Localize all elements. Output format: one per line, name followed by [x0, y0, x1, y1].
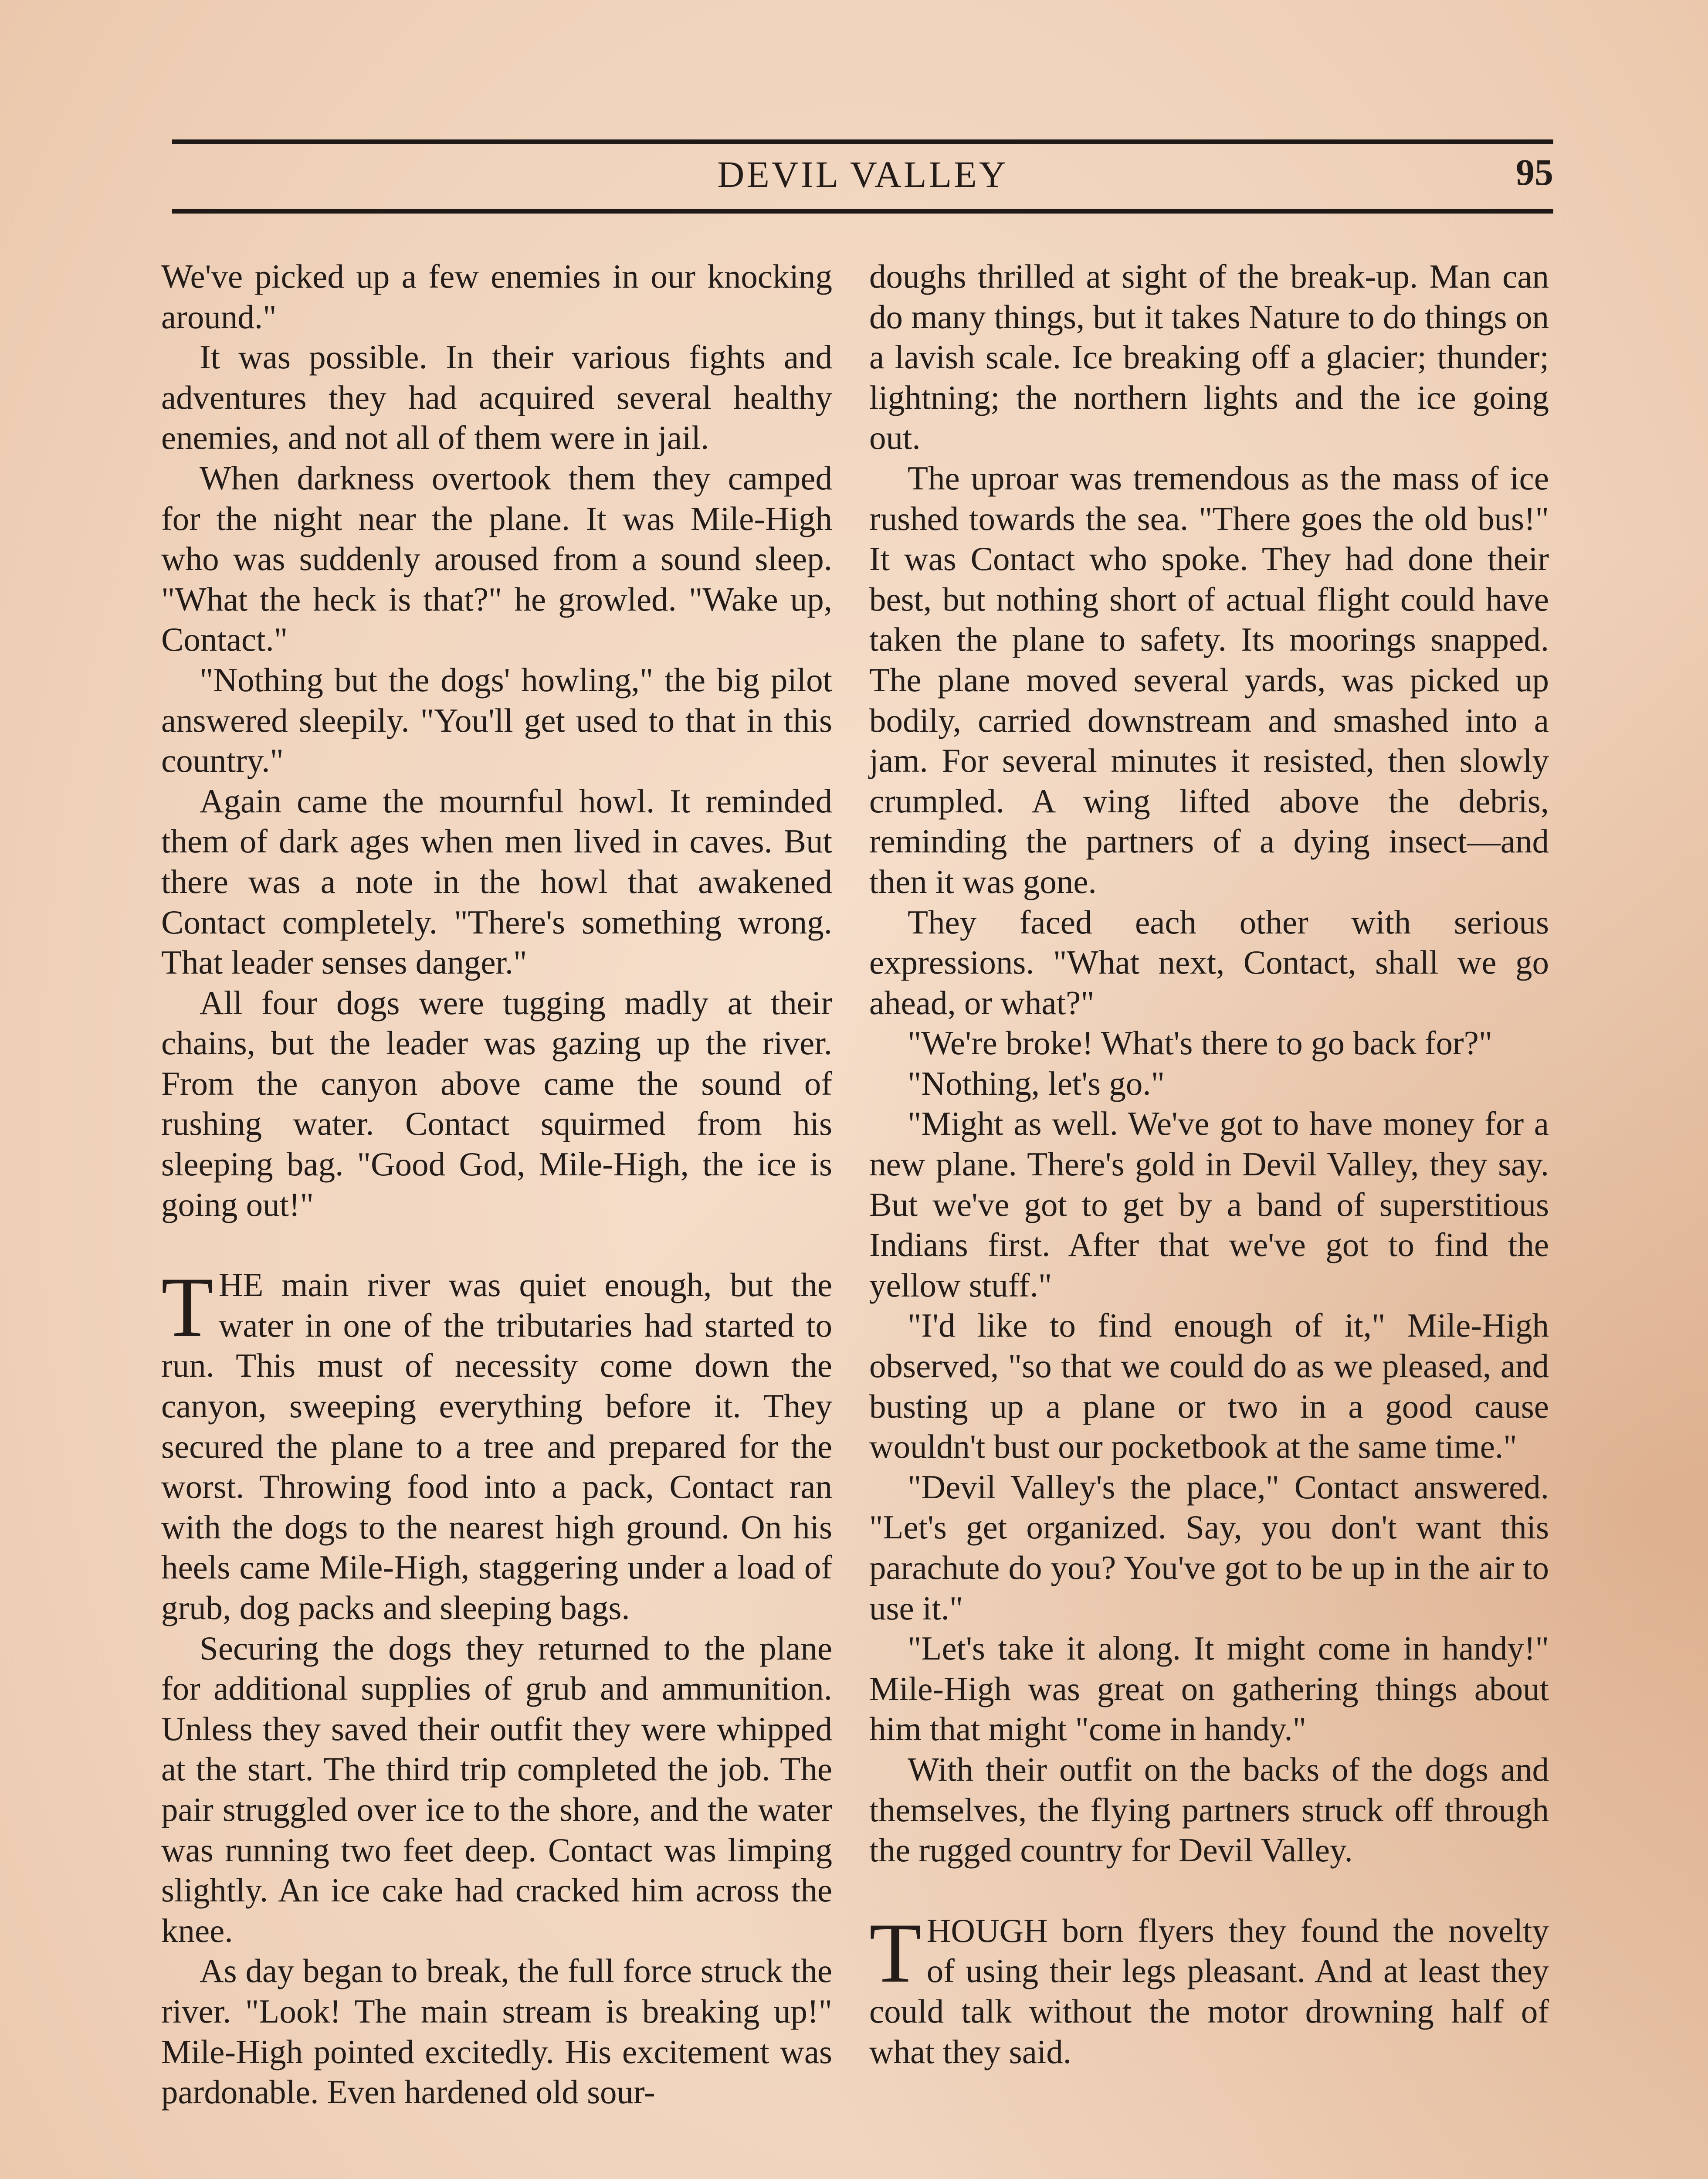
- header-rule-bottom: [172, 209, 1553, 214]
- paragraph: "I'd like to find enough of it," Mile-High observed, "so that we could do as we pleased, and busting up a plane or two in a good cause wouldn't bust our pocketbook at the same time.": [869, 1307, 1549, 1466]
- paragraph: When darkness overtook them they camped for the night near the plane. It was Mile-High who was suddenly aroused from a sound sleep. "What the heck is that?" he growled. "Wake up, Contact.": [161, 459, 832, 658]
- paragraph: "Nothing but the dogs' howling," the big pilot answered sleepily. "You'll get used to that in this country.": [161, 661, 832, 780]
- right-column: [869, 256, 1549, 2072]
- paragraph: "Might as well. We've got to have money for a new plane. There's gold in Devil Valley, they say. But we've got to get by a band of superstitious Indians first. After that we've got to find the yellow stuff.": [869, 1105, 1549, 1304]
- paragraph: It was possible. In their various fights and adventures they had acquired several healthy enemies, and not all of them were in jail.: [161, 338, 832, 457]
- paragraph: With their outfit on the backs of the dogs and themselves, the flying partners struck off through the rugged country for Devil Valley.: [869, 1750, 1549, 1869]
- header-rule-top: [172, 139, 1553, 144]
- drop-cap: T: [869, 1905, 922, 2000]
- paragraph: doughs thrilled at sight of the break-up. Man can do many things, but it takes Nature to do things on a lavish scale. Ice breaking off a glacier; thunder; lightning; the northern lights and the ice going out.: [869, 258, 1549, 457]
- paragraph: Securing the dogs they returned to the plane for additional supplies of grub and ammunition. Unless they saved their outfit they were whipped at the start. The third trip completed the job. The pair struggled over ice to the shore, and the water was running two feet deep. Contact was limping slightly. An ice cake had cracked him across the knee.: [161, 1629, 832, 1949]
- paragraph: "Nothing, let's go.": [908, 1064, 1165, 1102]
- paragraph: They faced each other with serious expressions. "What next, Contact, shall we go ahead, or what?": [869, 903, 1549, 1022]
- section-opening-paragraph: [869, 1905, 1549, 2072]
- section-opening-paragraph: [161, 1260, 832, 1628]
- section-text: HOUGH born flyers they found the novelty of using their legs pleasant. And at least they could talk without the motor drowning half of what they said.: [869, 1911, 1549, 2070]
- paragraph: The uproar was tremendous as the mass of ice rushed towards the sea. "There goes the old bus!" It was Contact who spoke. They had done their best, but nothing short of actual flight could have taken the plane to safety. Its moorings snapped. The plane moved several yards, was picked up bodily, carried downstream and smashed into a jam. For several minutes it resisted, then slowly crumpled. A wing lifted above the debris, reminding the partners of a dying insect—and then it was gone.: [869, 459, 1549, 900]
- running-title: DEVIL VALLEY: [717, 153, 1008, 195]
- left-column: [161, 256, 832, 2112]
- paragraph: All four dogs were tugging madly at their chains, but the leader was gazing up the river. From the canyon above came the sound of rushing water. Contact squirmed from his sleeping bag. "Good God, Mile-High, the ice is going out!": [161, 984, 832, 1223]
- paragraph: "Devil Valley's the place," Contact answered. "Let's get organized. Say, you don't want this parachute do you? You've got to be up in the air to use it.": [869, 1468, 1549, 1627]
- paragraph: "We're broke! What's there to go back for?": [908, 1024, 1493, 1062]
- paragraph: We've picked up a few enemies in our knocking around.": [161, 258, 832, 336]
- section-text: HE main river was quiet enough, but the water in one of the tributaries had started to run. This must of necessity come down the canyon, sweeping everything before it. They secured the plane to a tree and prepared for the worst. Throwing food into a pack, Contact ran with the dogs to the nearest high ground. On his heels came Mile-High, staggering under a load of grub, dog packs and sleeping bags.: [161, 1266, 832, 1626]
- paragraph: Again came the mournful howl. It reminded them of dark ages when men lived in caves. But there was a note in the howl that awakened Contact completely. "There's something wrong. That leader senses danger.": [161, 782, 832, 981]
- running-header: [172, 146, 1553, 203]
- page-number: 95: [1516, 151, 1553, 193]
- drop-cap: T: [161, 1260, 214, 1355]
- paragraph: "Let's take it along. It might come in handy!" Mile-High was great on gathering things about him that might "come in handy.": [869, 1629, 1549, 1748]
- paragraph: As day began to break, the full force struck the river. "Look! The main stream is breaking up!" Mile-High pointed excitedly. His excitement was pardonable. Even hardened old sour-: [161, 1952, 832, 2111]
